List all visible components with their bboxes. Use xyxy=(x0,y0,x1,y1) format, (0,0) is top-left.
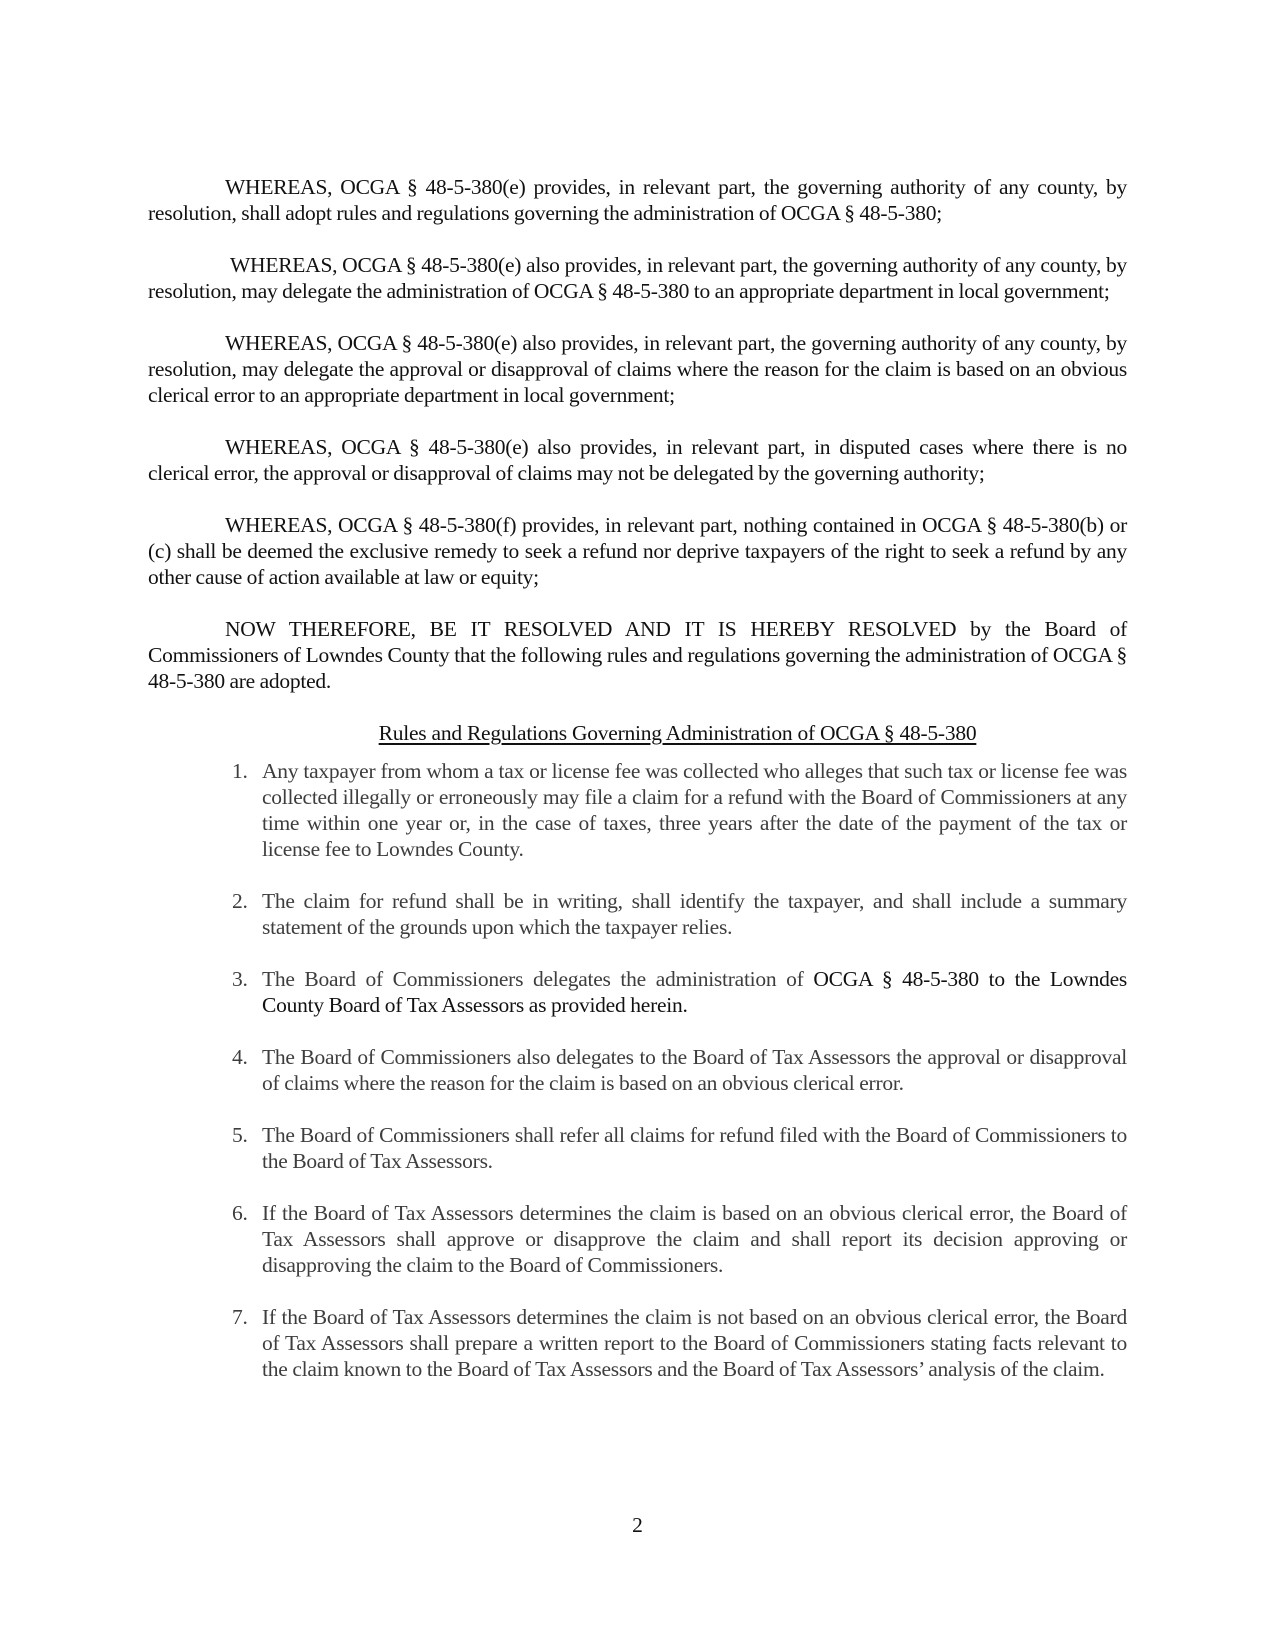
rule-text: If the Board of Tax Assessors determines the claim is not based on an obvious clerical error, the Board of Tax Assessors shall prepare a written report to the Board of Commissioners stating facts relevant to the claim known to the Board of Tax Assessors and the Board of Tax Assessors’ analysis of the claim. xyxy=(262,1305,1127,1381)
page-number: 2 xyxy=(632,1513,643,1537)
whereas-paragraph-2: WHEREAS, OCGA § 48-5-380(e) also provides, in relevant part, the governing authority of any county, by resolution, may delegate the administration of OCGA § 48-5-380 to an appropriate department in local government; xyxy=(148,253,1127,303)
section-heading xyxy=(148,720,1127,746)
rules-list xyxy=(148,758,1127,1382)
rule-text: If the Board of Tax Assessors determines the claim is based on an obvious clerical error, the Board of Tax Assessors shall approve or disapprove the claim and shall report its decision approving or disapproving the claim to the Board of Commissioners. xyxy=(262,1201,1127,1277)
whereas-paragraph-3: WHEREAS, OCGA § 48-5-380(e) also provides, in relevant part, the governing authority of any county, by resolution, may delegate the approval or disapproval of claims where the reason for the claim is based on an obvious clerical error to an appropriate department in local government; xyxy=(148,331,1127,407)
resolution-paragraph: NOW THEREFORE, BE IT RESOLVED AND IT IS HEREBY RESOLVED by the Board of Commissioners of Lowndes County that the following rules and regulations governing the administration of OCGA § 48-5-380 are adopted. xyxy=(148,617,1127,693)
rule-number: 6. xyxy=(232,1201,248,1225)
rule-item-2 xyxy=(232,888,1127,940)
whereas-paragraph-4: WHEREAS, OCGA § 48-5-380(e) also provides, in relevant part, in disputed cases where there is no clerical error, the approval or disapproval of claims may not be delegated by the governing authority; xyxy=(148,435,1127,485)
whereas-paragraph-1: WHEREAS, OCGA § 48-5-380(e) provides, in relevant part, the governing authority of any county, by resolution, shall adopt rules and regulations governing the administration of OCGA § 48-5-380; xyxy=(148,175,1127,225)
rule-number: 3. xyxy=(232,967,248,991)
rule-item-4 xyxy=(232,1044,1127,1096)
document-page xyxy=(148,174,1127,1408)
rule-number: 1. xyxy=(232,759,248,783)
rule-number: 4. xyxy=(232,1045,248,1069)
rule-item-6 xyxy=(232,1200,1127,1278)
rule-item-7 xyxy=(232,1304,1127,1382)
section-heading-text: Rules and Regulations Governing Administration of OCGA § 48-5-380 xyxy=(378,721,977,745)
rule-text-dark: OCGA § 48-5-380 to the Lowndes County Board of Tax Assessors as provided herein. xyxy=(262,967,1127,1017)
rule-item-3 xyxy=(232,966,1127,1018)
rule-number: 2. xyxy=(232,889,248,913)
rule-text: Any taxpayer from whom a tax or license fee was collected who alleges that such tax or license fee was collected illegally or erroneously may file a claim for a refund with the Board of Commissioners at any time within one year or, in the case of taxes, three years after the date of the payment of the tax or license fee to Lowndes County. xyxy=(262,759,1127,861)
rule-text: The Board of Commissioners delegates the administration of xyxy=(262,967,814,991)
rule-item-5 xyxy=(232,1122,1127,1174)
rule-item-1 xyxy=(232,758,1127,862)
rule-text: The Board of Commissioners shall refer all claims for refund filed with the Board of Commissioners to the Board of Tax Assessors. xyxy=(262,1123,1127,1173)
rule-text: The claim for refund shall be in writing, shall identify the taxpayer, and shall include a summary statement of the grounds upon which the taxpayer relies. xyxy=(262,889,1127,939)
whereas-paragraph-5: WHEREAS, OCGA § 48-5-380(f) provides, in relevant part, nothing contained in OCGA § 48-5-380(b) or (c) shall be deemed the exclusive remedy to seek a refund nor deprive taxpayers of the right to seek a refund by any other cause of action available at law or equity; xyxy=(148,513,1127,589)
rule-text: The Board of Commissioners also delegates to the Board of Tax Assessors the approval or disapproval of claims where the reason for the claim is based on an obvious clerical error. xyxy=(262,1045,1127,1095)
rule-number: 7. xyxy=(232,1305,248,1329)
rule-number: 5. xyxy=(232,1123,248,1147)
